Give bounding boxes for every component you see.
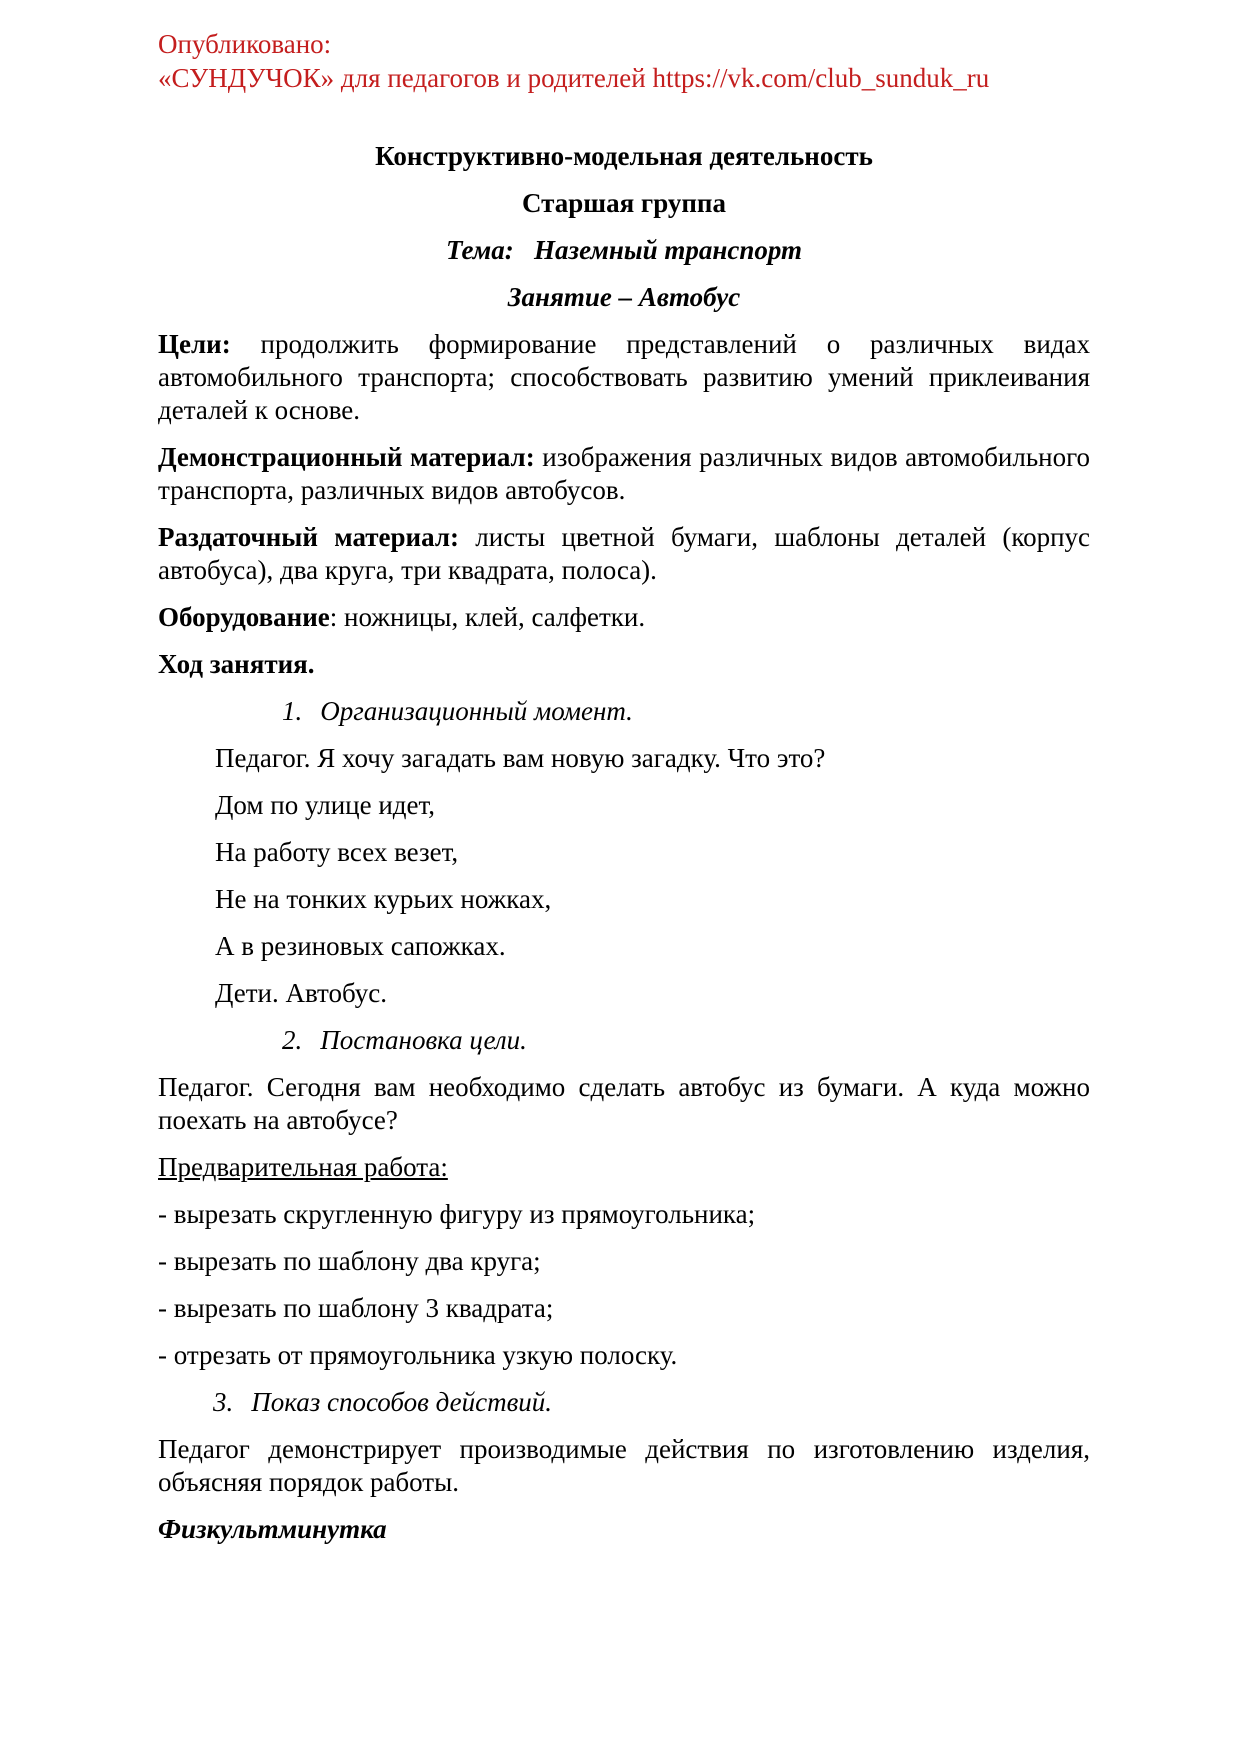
demo-material-paragraph	[158, 441, 1090, 507]
demonstration-paragraph: Педагог демонстрирует производимые действия по изготовлению изделия, объясняя порядок работы.	[158, 1434, 1090, 1497]
section-2-number: 2.	[282, 1025, 303, 1055]
doc-subtitle-group: Старшая группа	[522, 188, 726, 218]
section-3-heading	[158, 1386, 1090, 1419]
handout-material-paragraph	[158, 521, 1090, 587]
prep-work-heading: Предварительная работа:	[158, 1152, 448, 1182]
published-line: Опубликовано:	[158, 29, 332, 59]
goals-paragraph	[158, 328, 1090, 427]
riddle-line-3: Не на тонких курьих ножках,	[215, 884, 552, 914]
children-answer-line: Дети. Автобус.	[215, 978, 387, 1008]
riddle-line-4: А в резиновых сапожках.	[215, 931, 506, 961]
doc-title: Конструктивно-модельная деятельность	[375, 141, 873, 171]
section-3-number: 3.	[213, 1387, 234, 1417]
doc-theme-line: Тема: Наземный транспорт	[445, 235, 803, 265]
course-heading: Ход занятия.	[158, 649, 315, 679]
riddle-line-2: На работу всех везет,	[215, 837, 459, 867]
community-link-line: «СУНДУЧОК» для педагогов и родителей https://vk.com/club_sunduk_ru	[158, 63, 990, 93]
published-header	[158, 27, 1090, 95]
equipment-paragraph	[158, 601, 1090, 634]
equipment-label: Оборудование	[158, 602, 330, 632]
goals-text: продолжить формирование представлений о различных видах автомобильного транспорта; способствовать развитию умений приклеивания деталей к основе.	[158, 329, 1090, 425]
demo-material-label: Демонстрационный материал:	[158, 442, 535, 472]
prep-item-2: - вырезать по шаблону два круга;	[158, 1246, 541, 1276]
section-1-number: 1.	[282, 696, 303, 726]
dialogue-line: Педагог. Я хочу загадать вам новую загадку. Что это?	[215, 743, 826, 773]
riddle-line-1: Дом по улице идет,	[215, 790, 436, 820]
section-2-heading	[158, 1024, 1090, 1057]
section-2-title: Постановка цели.	[320, 1025, 527, 1055]
section-1-title: Организационный момент.	[320, 696, 633, 726]
doc-lesson-line: Занятие – Автобус	[507, 282, 741, 312]
phys-minute-heading: Физкультминутка	[158, 1514, 387, 1544]
handout-material-text: листы цветной бумаги, шаблоны деталей (корпус автобуса), два круга, три квадрата, полоса).	[158, 522, 1091, 585]
goals-label: Цели:	[158, 329, 231, 359]
demo-material-text: изображения различных видов автомобильного транспорта, различных видов автобусов.	[158, 442, 1091, 505]
handout-material-label: Раздаточный материал:	[158, 522, 459, 552]
section-1-heading	[158, 695, 1090, 728]
equipment-text: : ножницы, клей, салфетки.	[329, 602, 646, 632]
prep-item-1: - вырезать скругленную фигуру из прямоугольника;	[158, 1199, 756, 1229]
prep-item-4: - отрезать от прямоугольника узкую полоску.	[158, 1340, 678, 1370]
prep-item-3: - вырезать по шаблону 3 квадрата;	[158, 1293, 554, 1323]
section-3-title: Показ способов действий.	[251, 1387, 553, 1417]
goal-setting-paragraph: Педагог. Сегодня вам необходимо сделать автобус из бумаги. А куда можно поехать на автобусе?	[158, 1072, 1090, 1135]
